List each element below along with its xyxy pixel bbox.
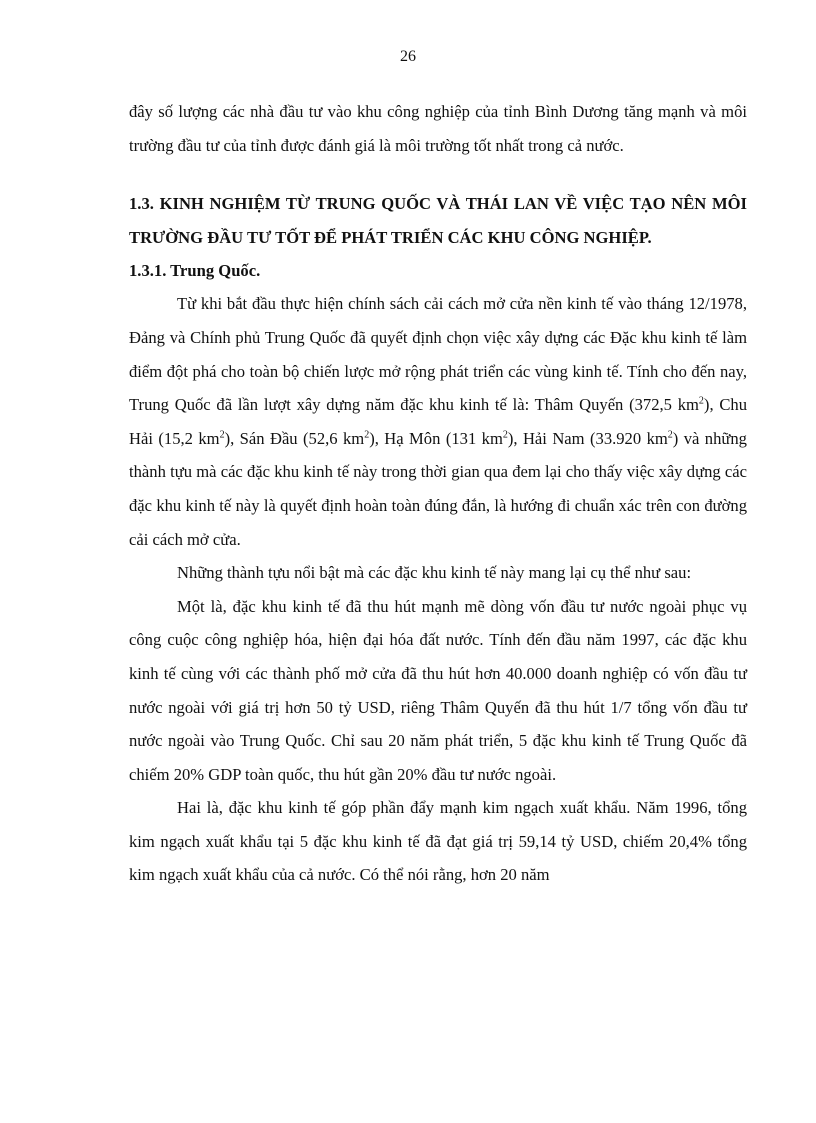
superscript: 2 bbox=[219, 429, 225, 441]
paragraph-text: ), Hạ Môn (131 km bbox=[369, 428, 503, 448]
paragraph-text: ) và những thành tựu mà các đặc khu kinh tế này trong thời gian qua đem lại cho thấy việc xây dựng các đặc khu kinh tế này là quyết định hoàn toàn đúng đắn, là hướng đi chuẩn xác trên con đường cải cách mở cửa. bbox=[129, 428, 747, 549]
page-body bbox=[129, 95, 747, 892]
superscript: 2 bbox=[364, 429, 370, 441]
paragraph-special-zones bbox=[129, 287, 747, 556]
paragraph-text: ), Hải Nam (33.920 km bbox=[507, 428, 668, 448]
paragraph-text: ), Chu Hải (15,2 km bbox=[129, 395, 748, 448]
paragraph-text: ), Sán Đầu (52,6 km bbox=[224, 428, 365, 448]
paragraph-text: Từ khi bắt đầu thực hiện chính sách cải cách mở cửa nền kinh tế vào tháng 12/1978, Đảng và Chính phủ Trung Quốc đã quyết định chọn việc xây dựng các Đặc khu kinh tế làm điểm đột phá cho toàn bộ chiến lược mở rộng phát triển các vùng kinh tế. Tính cho đến nay, Trung Quốc đã lần lượt xây dựng năm đặc khu kinh tế là: Thâm Quyến (372,5 km bbox=[129, 294, 747, 415]
intro-paragraph: đây số lượng các nhà đầu tư vào khu công nghiệp của tỉnh Bình Dương tăng mạnh và môi trường đầu tư của tỉnh được đánh giá là môi trường tốt nhất trong cả nước. bbox=[129, 102, 747, 155]
paragraph-second-achievement: Hai là, đặc khu kinh tế góp phần đẩy mạnh kim ngạch xuất khẩu. Năm 1996, tổng kim ngạch xuất khẩu tại 5 đặc khu kinh tế đã đạt giá trị 59,14 tỷ USD, chiếm 20,4% tổng kim ngạch xuất khẩu của cả nước. Có thể nói rằng, hơn 20 năm bbox=[129, 798, 747, 885]
paragraph-achievements: Những thành tựu nổi bật mà các đặc khu kinh tế này mang lại cụ thể như sau: bbox=[177, 563, 692, 583]
section-heading: 1.3. KINH NGHIỆM TỪ TRUNG QUỐC VÀ THÁI LAN VỀ VIỆC TẠO NÊN MÔI TRƯỜNG ĐẦU TƯ TỐT ĐỂ PHÁT TRIỂN CÁC KHU CÔNG NGHIỆP. bbox=[129, 194, 747, 247]
superscript: 2 bbox=[502, 429, 508, 441]
page-number: 26 bbox=[400, 48, 416, 65]
paragraph-first-achievement: Một là, đặc khu kinh tế đã thu hút mạnh mẽ dòng vốn đầu tư nước ngoài phục vụ công cuộc công nghiệp hóa, hiện đại hóa đất nước. Tính đến đầu năm 1997, các đặc khu kinh tế cùng với các thành phố mở cửa đã thu hút hơn 40.000 doanh nghiệp có vốn đầu tư nước ngoài với giá trị hơn 50 tỷ USD, riêng Thâm Quyến đã thu hút 1/7 tổng vốn đầu tư nước ngoài vào Trung Quốc. Chỉ sau 20 năm phát triển, 5 đặc khu kinh tế Trung Quốc đã chiếm 20% GDP toàn quốc, thu hút gần 20% đầu tư nước ngoài. bbox=[129, 596, 747, 784]
superscript: 2 bbox=[667, 429, 673, 441]
superscript: 2 bbox=[698, 395, 704, 407]
subsection-heading: 1.3.1. Trung Quốc. bbox=[129, 261, 261, 281]
